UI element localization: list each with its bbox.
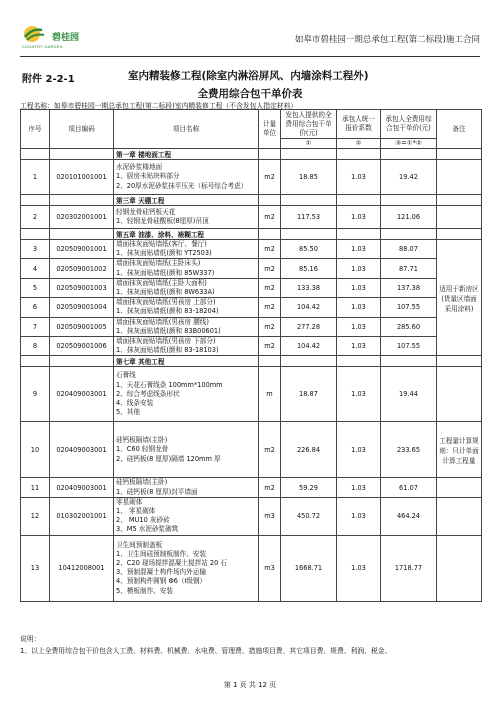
table-row: 3 020509001001 墙面抹灰面贴墙纸(客厅、餐厅) 1、抹灰面贴墙纸(颜和 YT2503) m2 85.50 1.03 88.07 适用于新房区(货量区墙面采用涂料) xyxy=(21,240,482,259)
table-row: 4 020509001002 墙面抹灰面贴墙纸(主卧床头) 1、抹灰面贴墙纸(颜和 85W337) m2 85.16 1.03 87.71 xyxy=(21,259,482,278)
table-row: 13 10412008001 卫生间预制盖板 1、卫生间硅预制板制作、安装 2、C20 现场搅拌混凝土搅拌站 20 石 3、预制混凝土构件场内外运输 4、预制构件圆钢 Φ6（Ⅰ级钢） 5、模板制作、安装 m3 1668.71 1.03 1718.77 xyxy=(21,535,482,601)
table-row: 9 020409003001 石膏线 1、天花石膏线条 100mm*100mm 2、综合考虑线条形状 4、线条安装 5、其他 m 18.87 1.03 19.44 xyxy=(21,367,482,422)
table-row: 12 010302001001 零星砌体 1、 零星砌体 2、 MU10 灰砂砖 3、M5 水泥砂浆砌筑 m3 450.72 1.03 464.24 xyxy=(21,497,482,535)
remark-partition: 工程量计算规则：只计单面计算工程量 xyxy=(437,422,482,478)
table-row: 5 020509001003 墙面抹灰面贴墙纸(主卧大面积) 1、抹灰面贴墙纸(颜和 8W633A) m2 133.38 1.03 137.38 xyxy=(21,278,482,297)
table-row: 1 020101001001 水泥砂浆楼地面 1、厨房未贴块料部分 2、20厚水泥砂浆抹平压光（标号综合考虑） m2 18.85 1.03 19.42 xyxy=(21,160,482,195)
header-name: 项目名称 xyxy=(114,110,259,149)
header-contractor-mark: ③=①*② xyxy=(381,139,437,149)
header-no: 序号 xyxy=(21,110,50,149)
company-logo xyxy=(22,24,96,50)
price-table xyxy=(20,109,482,602)
table-row: 10 020409003001 硅钙板隔墙(主卧) 1、C60 轻钢龙骨 2、硅钙板(8 厘厚)隔墙 120mm 厚 m2 226.84 1.03 233.65 工程量计算规则：只计单面计算工程量 xyxy=(21,422,482,478)
remark-wallpaper: 适用于新房区(货量区墙面采用涂料) xyxy=(437,240,482,356)
table-row: 6 020509001004 墙面抹灰面贴墙纸(男孩房 上部分) 1、抹灰面贴墙纸(颜和 83-18204) m2 104.42 1.03 107.55 xyxy=(21,298,482,317)
header-owner-mark: ① xyxy=(281,139,337,149)
table-row: 8 020509001006 墙面抹灰面贴墙纸(男孩房 下部分) 1、抹灰面贴墙纸(颜和 83-18103) m2 104.42 1.03 107.55 xyxy=(21,337,482,356)
header-contractor-price: 承包人全费用综合包干单价(元) xyxy=(381,110,437,139)
header-factor: 承包人统一报价系数 xyxy=(337,110,381,139)
logo-subtext: COUNTRY GARDEN xyxy=(22,44,63,49)
notes-label: 说明： xyxy=(20,635,41,643)
table-row: 2 020302001001 轻钢龙骨硅钙板天花 1、轻钢龙骨硅酸板(8厘厚)吊顶 m2 117.53 1.03 121.06 xyxy=(21,206,482,229)
table-row: 7 020509001005 墙面抹灰面贴墙纸(男孩房 腰线) 1、抹灰面贴墙纸(颜和 83B00601) m2 277.28 1.03 285.60 xyxy=(21,317,482,336)
page-footer: 第 1 页 共 12 页 xyxy=(223,681,277,689)
header-remark: 备注 xyxy=(437,110,482,149)
header-unit: 计量单位 xyxy=(259,110,281,149)
header-owner-price: 发包人提供的全费用综合包干单价(元) xyxy=(281,110,337,139)
document-title: 如皋市碧桂园一期总承包工程(第二标段)施工合同 xyxy=(294,35,480,45)
logo-mark-icon xyxy=(22,24,48,44)
project-name: 工程名称：如皋市碧桂园一期总承包工程(第二标段)室内精装修工程（不含发包人指定材料） xyxy=(20,102,298,110)
table-row: 11 020409003001 硅钙板隔墙(主卧) 1、硅钙板(8 厘厚)封平墙面 m2 59.29 1.03 61.07 xyxy=(21,478,482,497)
notes-line: 1、以上全费用综合包干价包含人工费、材料费、机械费、水电费、管理费、措施项目费、其它项目费、规费、利润、税金、 xyxy=(20,647,392,655)
logo-text: 碧桂园 xyxy=(52,32,80,42)
chapter-heading: 第七章 其他工程 xyxy=(114,356,259,367)
annex-number: 附件 2-2-1 xyxy=(22,74,75,85)
chapter-heading: 第五章 油漆、涂料、裱糊工程 xyxy=(114,229,259,240)
chapter-heading: 第三章 天棚工程 xyxy=(114,195,259,206)
chapter-heading: 第一章 楼地面工程 xyxy=(114,149,259,160)
sub-title: 全费用综合包干单价表 xyxy=(197,88,303,100)
header-factor-mark: ② xyxy=(337,139,381,149)
main-title: 室内精装修工程(除室内淋浴屏风、内墙涂料工程外) xyxy=(128,70,369,82)
page-header xyxy=(20,22,480,57)
header-code: 项目编码 xyxy=(50,110,114,149)
